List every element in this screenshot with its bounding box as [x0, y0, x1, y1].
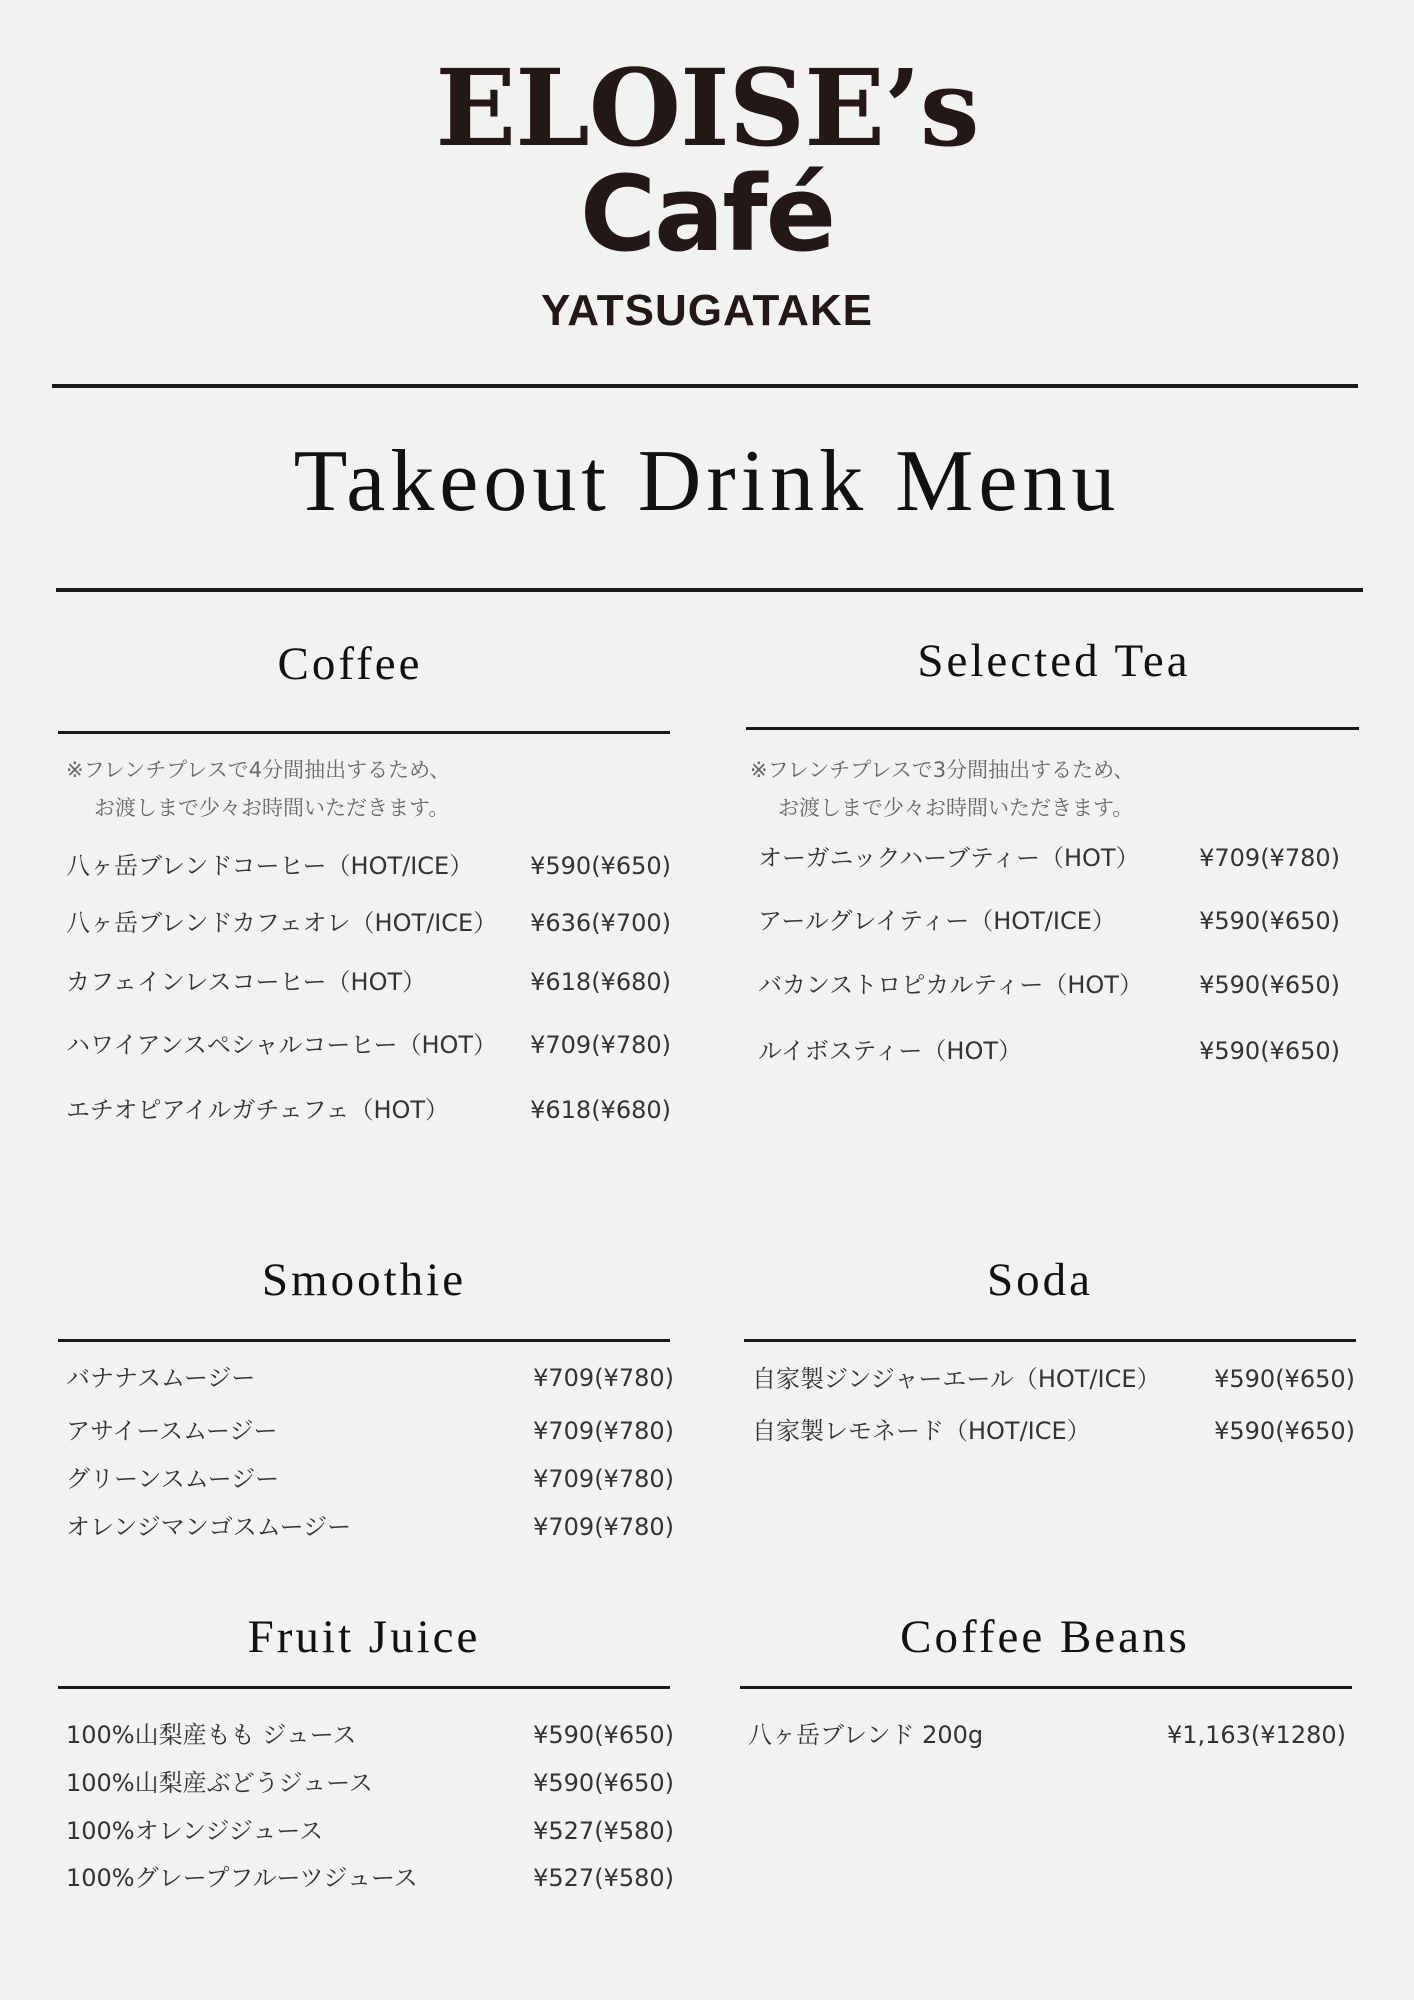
item-price: ¥590(¥650) — [1214, 1365, 1355, 1393]
item-price: ¥618(¥680) — [530, 968, 671, 996]
item-name: 自家製ジンジャーエール（HOT/ICE） — [752, 1365, 1161, 1393]
section-title-juice: Fruit Juice — [247, 1611, 481, 1663]
item-price: ¥590(¥650) — [1199, 1037, 1340, 1065]
menu-item — [66, 1413, 674, 1449]
item-name: 八ヶ岳ブレンド 200g — [748, 1721, 984, 1749]
menu-item — [748, 1717, 1346, 1753]
item-name: バナナスムージー — [66, 1364, 256, 1392]
section-rule-juice — [58, 1686, 670, 1689]
coffee-note-line2: お渡しまで少々お時間いただきます。 — [94, 796, 450, 820]
divider-top — [52, 384, 1358, 388]
item-name: 100%山梨産ぶどうジュース — [66, 1769, 373, 1797]
item-price: ¥709(¥780) — [533, 1513, 674, 1541]
menu-item — [66, 1765, 674, 1801]
menu-item — [66, 1461, 674, 1497]
menu-item — [758, 967, 1340, 1003]
section-title-coffee: Coffee — [277, 638, 423, 690]
tea-note — [750, 751, 1134, 827]
menu-item — [66, 848, 671, 884]
menu-item — [752, 1361, 1355, 1397]
coffee-note-line1: ※フレンチプレスで4分間抽出するため、 — [66, 758, 451, 782]
item-name: ルイボスティー（HOT） — [758, 1037, 1022, 1065]
item-name: グリーンスムージー — [66, 1465, 280, 1493]
section-rule-beans — [740, 1686, 1352, 1689]
tea-note-line2: お渡しまで少々お時間いただきます。 — [778, 796, 1134, 820]
item-price: ¥709(¥780) — [1199, 844, 1340, 872]
item-name: オレンジマンゴスムージー — [66, 1513, 352, 1541]
item-name: オーガニックハーブティー（HOT） — [758, 844, 1140, 872]
logo-location: YATSUGATAKE — [540, 286, 874, 335]
menu-item — [752, 1413, 1355, 1449]
item-price: ¥709(¥780) — [533, 1364, 674, 1392]
menu-item — [66, 1717, 674, 1753]
item-price: ¥590(¥650) — [533, 1721, 674, 1749]
item-price: ¥590(¥650) — [533, 1769, 674, 1797]
tea-note-line1: ※フレンチプレスで3分間抽出するため、 — [750, 758, 1135, 782]
item-price: ¥590(¥650) — [530, 852, 671, 880]
menu-item — [66, 1813, 674, 1849]
item-name: 八ヶ岳ブレンドカフェオレ（HOT/ICE） — [66, 909, 498, 937]
item-name: バカンストロピカルティー（HOT） — [758, 971, 1143, 999]
menu-item — [66, 1509, 674, 1545]
section-rule-coffee — [58, 731, 670, 734]
section-title-beans: Coffee Beans — [900, 1611, 1190, 1663]
item-price: ¥636(¥700) — [530, 909, 671, 937]
item-price: ¥709(¥780) — [533, 1465, 674, 1493]
item-name: 100%オレンジジュース — [66, 1817, 324, 1845]
menu-item — [758, 1033, 1340, 1069]
menu-item — [758, 840, 1340, 876]
section-rule-tea — [746, 727, 1359, 730]
item-price: ¥590(¥650) — [1214, 1417, 1355, 1445]
menu-item — [66, 1360, 674, 1396]
item-name: 自家製レモネード（HOT/ICE） — [752, 1417, 1091, 1445]
menu-item — [66, 1092, 671, 1128]
item-name: 100%山梨産もも ジュース — [66, 1721, 357, 1749]
item-price: ¥618(¥680) — [530, 1096, 671, 1124]
menu-item — [66, 964, 671, 1000]
item-price: ¥590(¥650) — [1199, 907, 1340, 935]
section-rule-smoothie — [58, 1339, 670, 1342]
item-name: カフェインレスコーヒー（HOT） — [66, 968, 427, 996]
item-name: アサイースムージー — [66, 1417, 278, 1445]
logo-cafe: Café — [579, 153, 835, 275]
item-name: ハワイアンスペシャルコーヒー（HOT） — [66, 1031, 498, 1059]
item-name: アールグレイティー（HOT/ICE） — [758, 907, 1116, 935]
item-name: 八ヶ岳ブレンドコーヒー（HOT/ICE） — [66, 852, 474, 880]
item-name: 100%グレープフルーツジュース — [66, 1864, 418, 1892]
menu-item — [66, 905, 671, 941]
item-price: ¥1,163(¥1280) — [1166, 1721, 1346, 1749]
menu-item — [758, 903, 1340, 939]
divider-title — [56, 588, 1363, 592]
coffee-note — [66, 751, 450, 827]
menu-item — [66, 1027, 671, 1063]
item-name: エチオピアイルガチェフェ（HOT） — [66, 1096, 450, 1124]
item-price: ¥709(¥780) — [533, 1417, 674, 1445]
section-title-soda: Soda — [987, 1254, 1093, 1306]
item-price: ¥709(¥780) — [530, 1031, 671, 1059]
menu-item — [66, 1860, 674, 1896]
logo-wordmark: ELOISE’s — [435, 45, 979, 170]
section-title-smoothie: Smoothie — [261, 1254, 467, 1306]
section-rule-soda — [744, 1339, 1356, 1342]
item-price: ¥590(¥650) — [1199, 971, 1340, 999]
section-title-tea: Selected Tea — [917, 635, 1191, 687]
page-title: Takeout Drink Menu — [293, 433, 1121, 530]
item-price: ¥527(¥580) — [533, 1817, 674, 1845]
item-price: ¥527(¥580) — [533, 1864, 674, 1892]
